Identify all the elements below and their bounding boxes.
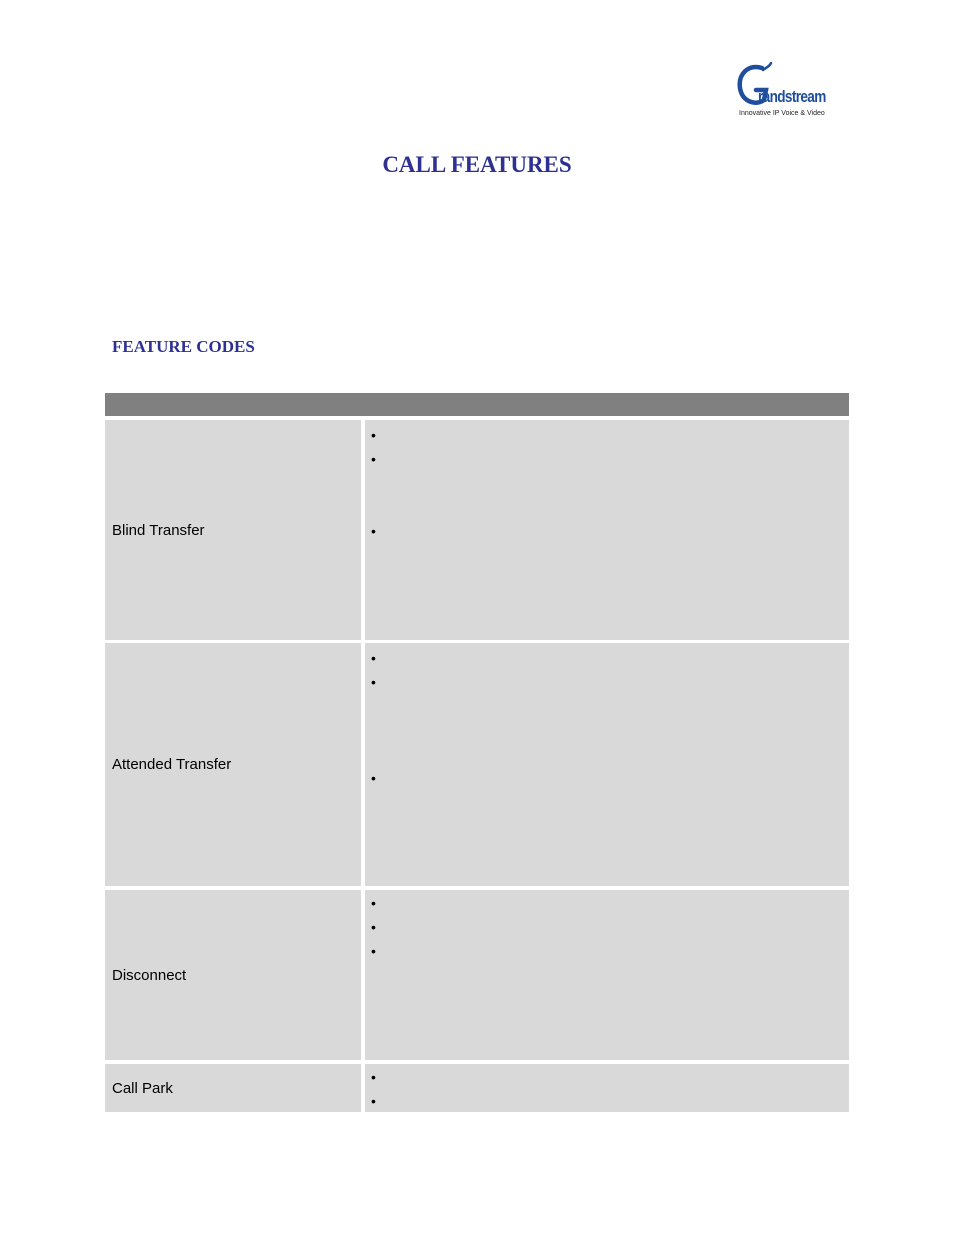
feature-name-cell <box>105 420 361 640</box>
page-title: CALL FEATURES <box>382 152 572 177</box>
table-header-row <box>105 393 849 416</box>
table-row-call-park <box>105 1064 849 1112</box>
bullet-icon: • <box>371 427 376 443</box>
bullet-icon: • <box>371 770 376 786</box>
table-row-attended-transfer <box>105 643 849 886</box>
logo-wordmark: randstream <box>758 87 826 106</box>
bullet-icon: • <box>371 451 376 467</box>
bullet-icon: • <box>371 895 376 911</box>
feature-name: Call Park <box>112 1079 173 1097</box>
bullet-icon: • <box>371 1069 376 1085</box>
grandstream-logo <box>736 62 836 120</box>
feature-detail-cell <box>365 1064 849 1112</box>
bullet-icon: • <box>371 919 376 935</box>
bullet-icon: • <box>371 650 376 666</box>
feature-name: Blind Transfer <box>112 521 205 539</box>
feature-name-cell <box>105 643 361 886</box>
bullet-icon: • <box>371 1093 376 1109</box>
feature-detail-cell <box>365 890 849 1060</box>
bullet-icon: • <box>371 523 376 539</box>
feature-name-cell <box>105 1064 361 1112</box>
feature-detail-cell <box>365 643 849 886</box>
feature-detail-cell <box>365 420 849 640</box>
logo-tagline: Innovative IP Voice & Video <box>739 110 825 117</box>
feature-name: Attended Transfer <box>112 756 232 773</box>
bullet-icon: • <box>371 943 376 959</box>
table-row-disconnect <box>105 890 849 1060</box>
bullet-icon: • <box>371 674 376 690</box>
section-title: FEATURE CODES <box>112 337 255 356</box>
feature-name-cell <box>105 890 361 1060</box>
table-row-blind-transfer <box>105 420 849 640</box>
feature-name: Disconnect <box>112 966 187 984</box>
